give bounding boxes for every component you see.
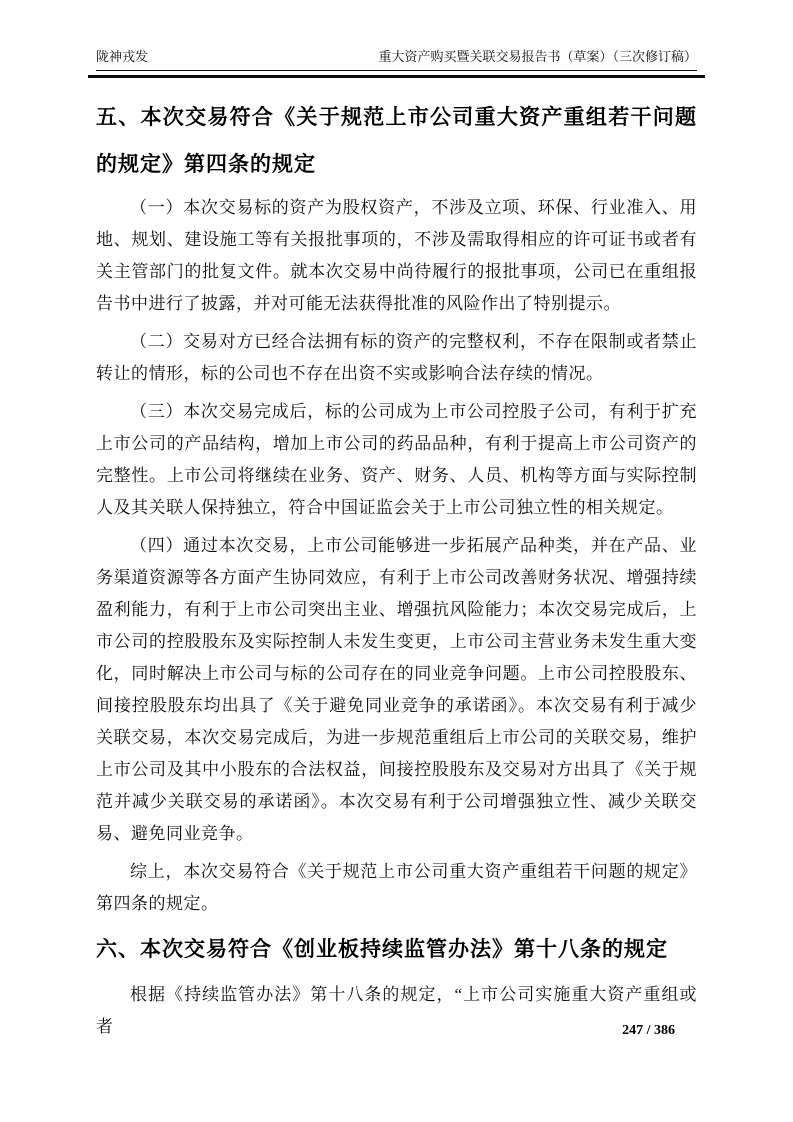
paragraph-5-3: （三）本次交易完成后，标的公司成为上市公司控股子公司，有利于扩充上市公司的产品结构，增加上市公司的药品品种，有利于提高上市公司资产的完整性。上市公司将继续在业务、资产、财务、人员、机构等方面与实际控制人及其关联人保持独立，符合中国证监会关于上市公司独立性的相关规定。 <box>96 402 697 517</box>
section-5-heading: 五、本次交易符合《关于规范上市公司重大资产重组若干问题的规定》第四条的规定 <box>96 106 697 176</box>
page-footer <box>622 1022 675 1040</box>
page-number: 247 / 386 <box>622 1023 675 1038</box>
paragraph-5-2: （二）交易对方已经合法拥有标的资产的完整权利，不存在限制或者禁止转让的情形，标的公司也不存在出资不实或影响合法存续的情况。 <box>96 332 697 383</box>
section-5 <box>96 94 697 920</box>
paragraph-5-1: （一）本次交易标的资产为股权资产，不涉及立项、环保、行业准入、用地、规划、建设施工等有关报批事项的，不涉及需取得相应的许可证书或者有关主管部门的批复文件。就本次交易中尚待履行的报批事项，公司已在重组报告书中进行了披露，并对可能无法获得批准的风险作出了特别提示。 <box>96 198 697 313</box>
document-body <box>96 94 697 1049</box>
header-report-title: 重大资产购买暨关联交易报告书（草案）（三次修订稿） <box>378 49 697 64</box>
paragraph-5-summary: 综上，本次交易符合《关于规范上市公司重大资产重组若干问题的规定》第四条的规定。 <box>96 862 697 913</box>
header-divider <box>88 75 705 78</box>
section-6-heading: 六、本次交易符合《创业板持续监管办法》第十八条的规定 <box>96 938 668 961</box>
header-company-name: 陇神戎发 <box>96 49 149 64</box>
paragraph-5-4: （四）通过本次交易，上市公司能够进一步拓展产品种类，并在产品、业务渠道资源等各方面产生协同效应，有利于上市公司改善财务状况、增强持续盈利能力，有利于上市公司突出主业、增强抗风险能力；本次交易完成后，上市公司的控股股东及实际控制人未发生变更，上市公司主营业务未发生重大变化，同时解决上市公司与标的公司存在的同业竞争问题。上市公司控股股东、间接控股股东均出具了《关于避免同业竞争的承诺函》。本次交易有利于减少关联交易，本次交易完成后，为进一步规范重组后上市公司的关联交易，维护上市公司及其中小股东的合法权益，间接控股股东及交易对方出具了《关于规范并减少关联交易的承诺函》。本次交易有利于公司增强独立性、减少关联交易、避免同业竞争。 <box>96 536 697 843</box>
section-6 <box>96 926 697 1043</box>
page-header <box>96 46 697 71</box>
paragraph-6-1: 根据《持续监管办法》第十八条的规定，“上市公司实施重大资产重组或者 <box>96 985 697 1036</box>
